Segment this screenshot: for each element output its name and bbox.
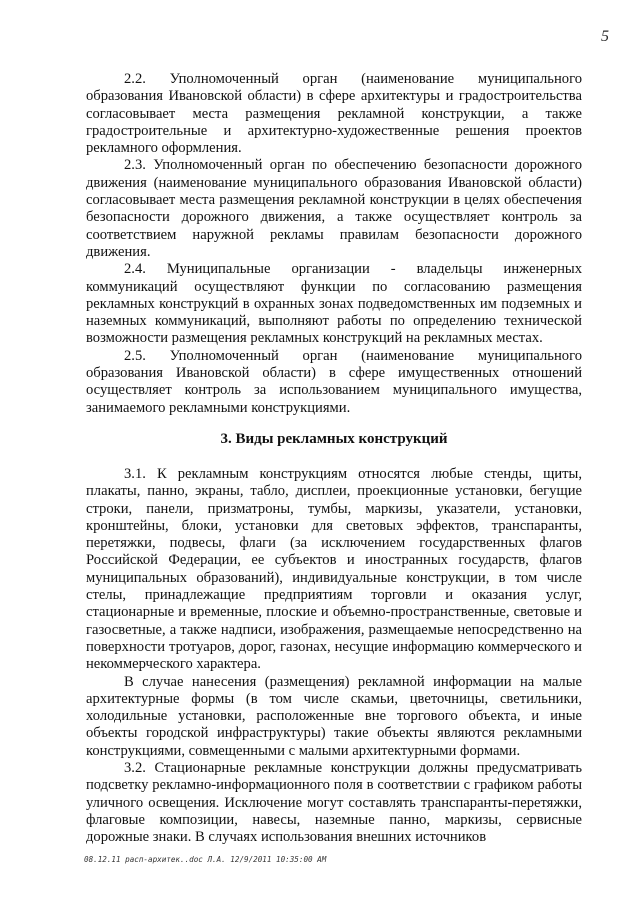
- document-footer: 08.12.11 расп-архитек..doc Л.А. 12/9/2011 10:35:00 AM: [84, 855, 327, 864]
- paragraph-3-2: 3.2. Стационарные рекламные конструкции должны предусматривать подсветку рекламно-информационного поля в соответствии с графиком работы уличного освещения. Исключение могут составлять транспаранты-перетяжки, флаговые композиции, навесы, наземные панно, маркизы, сервисные дорожные знаки. В случаях использования внешних источников: [86, 760, 582, 846]
- sections-2-paragraphs: [86, 71, 582, 417]
- paragraph-3-1-continued: В случае нанесения (размещения) рекламной информации на малые архитектурные формы (в том числе скамьи, цветочницы, светильники, холодильные установки, расположенные вне торгового объекта, и иные объекты городской инфраструктуры) такие объекты являются рекламными конструкциями, совмещенными с малыми архитектурными формами.: [86, 673, 582, 759]
- section-heading: 3. Виды рекламных конструкций: [220, 431, 448, 447]
- paragraph-2-2: 2.2. Уполномоченный орган (наименование муниципального образования Ивановской области) в сфере архитектуры и градостроительства согласовывает места размещения рекламной конструкции, а также градостроительные и архитектурно-художественные решения проектов рекламного оформления.: [86, 71, 582, 157]
- page-number: 5: [601, 28, 609, 45]
- paragraph-3-1: 3.1. К рекламным конструкциям относятся любые стенды, щиты, плакаты, панно, экраны, табло, дисплеи, проекционные установки, бегущие строки, панели, призматроны, тумбы, маркизы, указатели, установки, кронштейны, блоки, установки для световых эффектов, транспаранты, перетяжки, подвесы, флаги (за исключением государственных флагов Российской Федерации, ее субъектов и иностранных государств, флагов муниципальных образований), индивидуальные конструкции, в том числе стелы, принадлежащие предприятиям торговли и оказания услуг, стационарные и временные, плоские и объемно-пространственные, световые и газосветные, а также надписи, изображения, размещаемые непосредственно на поверхности тротуаров, дорог, газонах, несущие информацию коммерческого и некоммерческого характера.: [86, 466, 582, 673]
- paragraph-2-5: 2.5. Уполномоченный орган (наименование муниципального образования Ивановской области) в сфере имущественных отношений осуществляет контроль за использованием муниципального имущества, занимаемого рекламными конструкциями.: [86, 347, 582, 416]
- sections-3-paragraphs: [86, 466, 582, 847]
- paragraph-2-4: 2.4. Муниципальные организации - владельцы инженерных коммуникаций осуществляют функции по согласованию размещения рекламных конструкций в охранных зонах подведомственных им подземных и наземных коммуникаций, выполняют работы по определению технической возможности размещения рекламных конструкций на рекламных местах.: [86, 261, 582, 347]
- paragraph-2-3: 2.3. Уполномоченный орган по обеспечению безопасности дорожного движения (наименование муниципального образования Ивановской области) согласовывает места размещения рекламной конструкции в целях обеспечения безопасности дорожного движения, а также осуществляет контроль за соответствием наружной рекламы правилам безопасности дорожного движения.: [86, 157, 582, 260]
